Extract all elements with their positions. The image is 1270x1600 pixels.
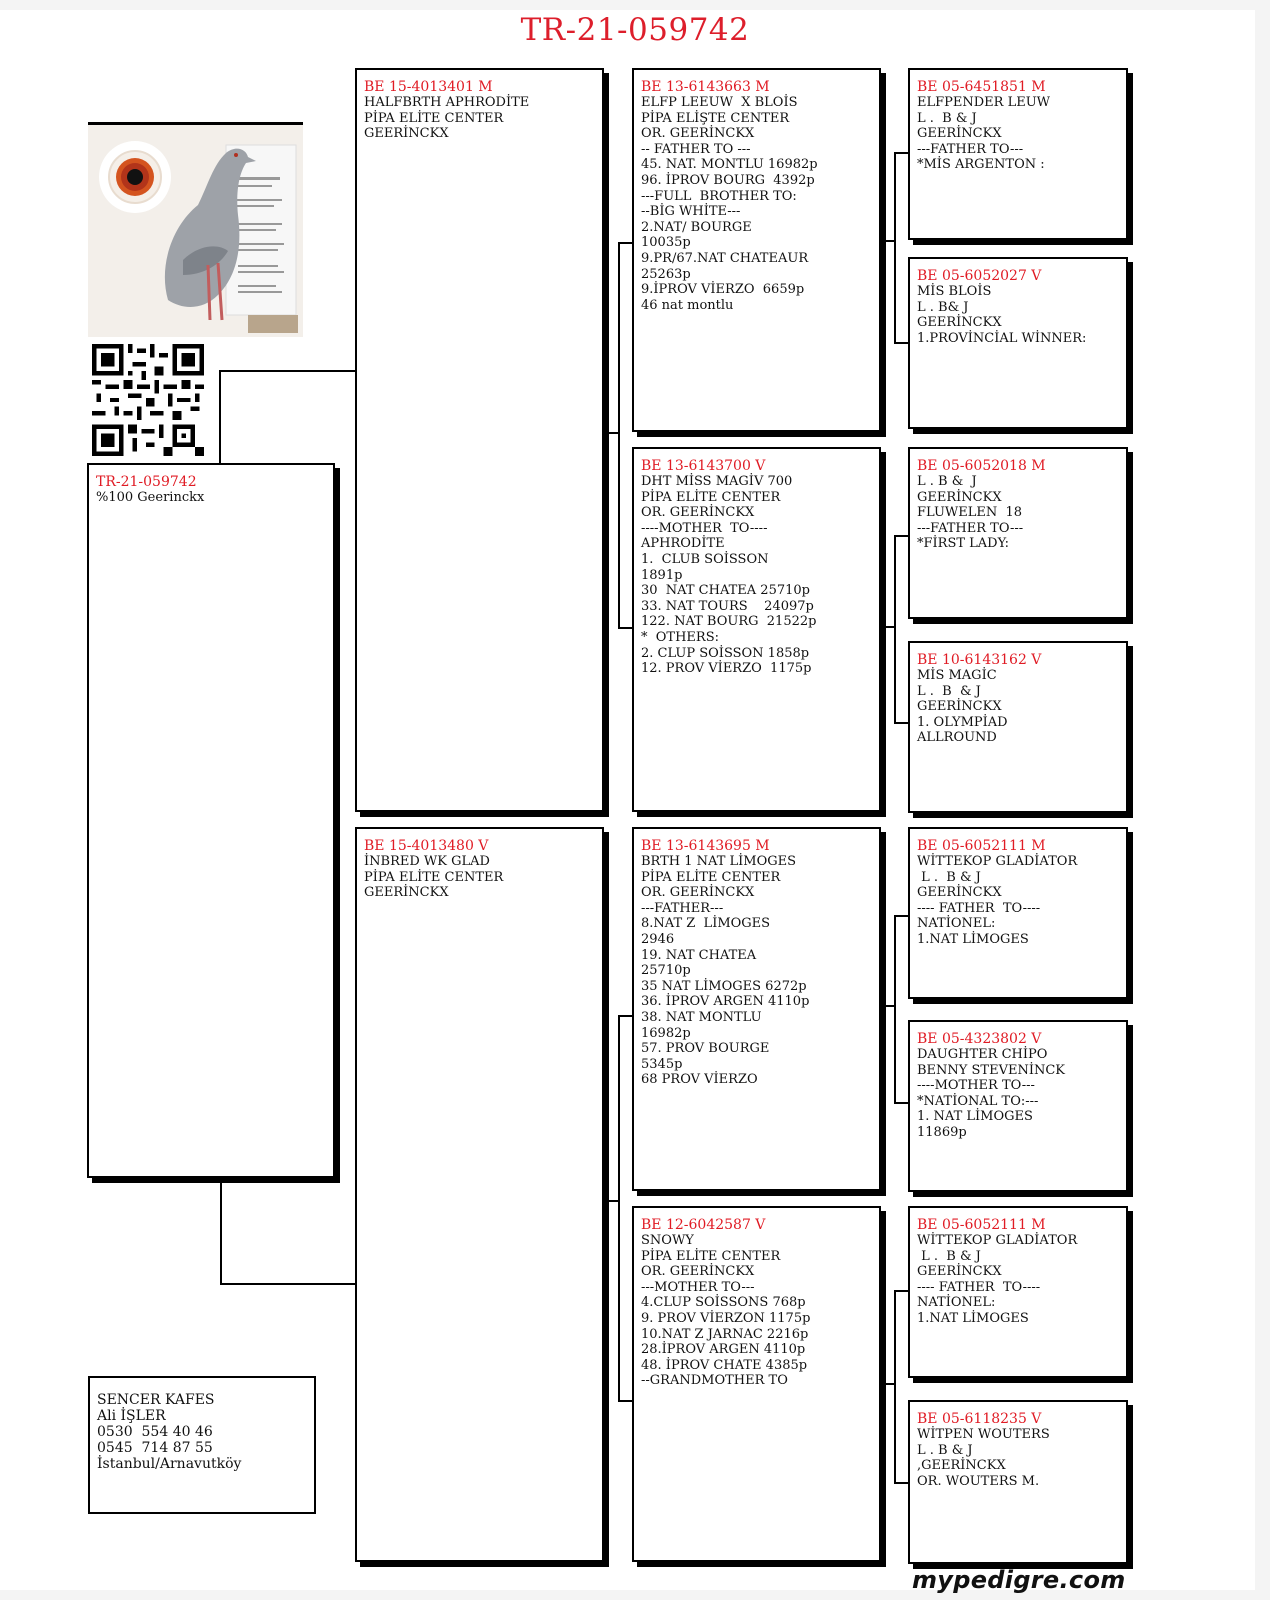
pedigree-line: 12. PROV VİERZO 1175p [641,661,812,677]
pedigree-line: NATİONEL: [917,916,996,932]
pedigree-line: ----MOTHER TO---- [641,520,768,536]
subject-card[interactable] [87,463,335,1178]
ring-number: BE 13-6143663 M [641,79,770,95]
pedigree-line: ---MOTHER TO--- [641,1279,755,1295]
pedigree-line: 25263p [641,266,691,282]
pedigree-line: GEERİNCKX [917,489,1002,505]
pedigree-line: SNOWY [641,1233,694,1248]
ring-number: BE 05-6052111 M [917,1217,1046,1233]
great-grandparent-card-8[interactable] [908,1400,1128,1564]
pedigree-line: L . B & J [917,474,977,489]
pedigree-line: L . B & J [917,869,981,885]
pedigree-line: GEERİNCKX [917,699,1002,715]
pedigree-line: 46 nat montlu [641,297,734,313]
great-grandparent-card-7[interactable] [908,1206,1128,1378]
connector-line [618,242,620,628]
pedigree-line: L . B & J [917,1248,981,1264]
pedigree-line: OR. GEERİNCKX [641,505,755,521]
owner-phone-2[interactable]: 0545 714 87 55 [97,1440,213,1456]
great-grandparent-card-2[interactable] [908,257,1128,429]
pedigree-line: 19. NAT CHATEA [641,947,757,963]
pedigree-line: 1891p [641,567,683,583]
pedigree-line: ELFPENDER LEUW [917,95,1051,110]
pedigree-line: 122. NAT BOURG 21522p [641,614,817,630]
ring-number: BE 05-6451851 M [917,79,1046,95]
connector-line [894,915,908,917]
ring-number: BE 12-6042587 V [641,1217,766,1233]
pedigree-line: 10.NAT Z JARNAC 2216p [641,1326,809,1342]
pedigree-line: GEERİNCKX [917,315,1002,331]
pigeon-photo [88,122,303,337]
pedigree-line: 33. NAT TOURS 24097p [641,598,814,614]
connector-line [618,1400,632,1402]
pedigree-line: OR. GEERİNCKX [641,885,755,901]
pedigree-line: OR. GEERİNCKX [641,126,755,142]
sire-card[interactable] [355,68,604,812]
subject-ring: TR-21-059742 [96,474,197,490]
pedigree-line: 5345p [641,1056,683,1072]
pedigree-line: ---- FATHER TO---- [917,1279,1041,1295]
dam-dam-card[interactable] [632,1206,881,1562]
subject-line: %100 Geerinckx [96,490,205,505]
great-grandparent-card-3[interactable] [908,447,1128,619]
connector-line [894,1102,908,1104]
ring-number: BE 05-6118235 V [917,1411,1042,1427]
connector-line [894,152,908,154]
pedigree-line: WİTTEKOP GLADİATOR [917,1233,1078,1248]
great-grandparent-card-4[interactable] [908,641,1128,813]
owner-name: Ali İŞLER [97,1408,166,1424]
ring-number: BE 05-6052111 M [917,838,1046,854]
great-grandparent-card-6[interactable] [908,1020,1128,1192]
qr-code[interactable] [92,344,204,456]
connector-line [618,1015,620,1402]
page-title: TR-21-059742 [520,12,750,48]
ring-number: BE 13-6143700 V [641,458,766,474]
pedigree-line: 30 NAT CHATEA 25710p [641,583,810,599]
connector-line [894,1482,908,1484]
connector-line [894,535,896,723]
pedigree-line: DHT MİSS MAGİV 700 [641,474,793,489]
connector-line [894,152,896,343]
ring-number: BE 05-6052027 V [917,268,1042,284]
sire-ring: BE 15-4013401 M [364,79,493,95]
pedigree-line: OR. WOUTERS M. [917,1473,1040,1489]
great-grandparent-card-1[interactable] [908,68,1128,240]
pedigree-line: PİPA ELİTE CENTER [641,869,781,885]
pedigree-line: * OTHERS: [641,629,719,645]
pedigree-line: 11869p [917,1124,967,1140]
pedigree-line: 28.İPROV ARGEN 4110p [641,1342,806,1358]
pedigree-line: L . B & J [917,1442,973,1458]
pedigree-line: --GRANDMOTHER TO [641,1373,788,1389]
pedigree-line: DAUGHTER CHİPO [917,1047,1048,1062]
pedigree-line: 2.NAT/ BOURGE [641,219,752,235]
brand-watermark[interactable]: mypedigre.com [912,1566,1126,1594]
sire-dam-card[interactable] [632,447,881,812]
pedigree-line: ---- FATHER TO---- [917,900,1041,916]
connector-line [894,722,908,724]
sire-sire-card[interactable] [632,68,881,432]
connector-line [219,370,221,463]
connector-line [894,915,896,1103]
pedigree-line: 8.NAT Z LİMOGES [641,916,771,932]
dam-line: PİPA ELİTE CENTER [364,869,504,885]
pedigree-line: 1. OLYMPİAD [917,714,1008,730]
pedigree-line: 4.CLUP SOİSSONS 768p [641,1295,806,1311]
pedigree-line: 96. İPROV BOURG 4392p [641,172,815,188]
pedigree-line: 2946 [641,931,675,947]
pedigree-line: 36. İPROV ARGEN 4110p [641,994,810,1010]
pedigree-line: *MİS ARGENTON : [917,157,1045,173]
connector-line [220,1283,355,1285]
pedigree-line: MİS BLOİS [917,284,992,299]
ring-number: BE 05-4323802 V [917,1031,1042,1047]
pedigree-line: 35 NAT LİMOGES 6272p [641,978,807,994]
pedigree-line: -- FATHER TO --- [641,141,751,157]
pedigree-line: L . B& J [917,299,969,315]
pedigree-line: ,GEERİNCKX [917,1458,1006,1474]
sire-line: HALFBRTH APHRODİTE [364,95,530,110]
connector-line [618,242,632,244]
connector-line [894,1290,896,1483]
pedigree-line: GEERİNCKX [917,885,1002,901]
pedigree-line: 1.NAT LİMOGES [917,931,1029,947]
pedigree-line: APHRODİTE [641,536,725,552]
sire-line: GEERİNCKX [364,126,449,142]
pedigree-line: ----MOTHER TO--- [917,1078,1035,1094]
owner-phone-1[interactable]: 0530 554 40 46 [97,1424,213,1440]
pedigree-line: *FİRST LADY: [917,536,1009,552]
pedigree-line: 48. İPROV CHATE 4385p [641,1357,808,1373]
dam-line: İNBRED WK GLAD [364,854,490,869]
pedigree-line: 1.PROVİNCİAL WİNNER: [917,330,1087,346]
pedigree-line: L . B & J [917,110,977,126]
qr-code-image [92,344,204,456]
pedigree-line: OR. GEERİNCKX [641,1264,755,1280]
pedigree-line: 45. NAT. MONTLU 16982p [641,157,818,173]
pedigree-line: PİPA ELİTE CENTER [641,1248,781,1264]
pedigree-line: 16982p [641,1025,691,1041]
pedigree-line: GEERİNCKX [917,126,1002,142]
pedigree-line: 25710p [641,963,691,979]
pedigree-line: 68 PROV VİERZO [641,1072,758,1088]
connector-line [894,535,908,537]
pedigree-line: 9.PR/67.NAT CHATEAUR [641,250,809,266]
owner-loft-name: SENCER KAFES [97,1392,215,1408]
pedigree-line: GEERİNCKX [917,1264,1002,1280]
pedigree-line: ---FATHER TO--- [917,520,1024,536]
dam-line: GEERİNCKX [364,885,449,901]
pedigree-line: ---FATHER--- [641,900,724,916]
pedigree-line: 38. NAT MONTLU [641,1009,762,1025]
pedigree-line: ---FULL BROTHER TO: [641,188,797,204]
connector-line [220,1181,222,1284]
pedigree-line: 1. CLUB SOİSSON [641,551,769,567]
pedigree-line: WİTPEN WOUTERS [917,1427,1050,1442]
ring-number: BE 05-6052018 M [917,458,1046,474]
pedigree-line: ALLROUND [917,730,997,746]
dam-sire-card[interactable] [632,827,881,1191]
connector-line [219,370,355,372]
pedigree-line: 2. CLUP SOİSSON 1858p [641,645,810,661]
dam-card[interactable] [355,827,604,1562]
pigeon-image [88,125,303,337]
pedigree-line: BENNY STEVENİNCK [917,1062,1065,1078]
pedigree-line: WİTTEKOP GLADİATOR [917,854,1078,869]
pedigree-line: BRTH 1 NAT LİMOGES [641,854,797,869]
pedigree-line: *NATİONAL TO:--- [917,1093,1039,1109]
pedigree-line: ELFP LEEUW X BLOİS [641,95,798,110]
connector-line [618,1015,632,1017]
pedigree-line: 1. NAT LİMOGES [917,1109,1033,1125]
sire-line: PİPA ELİTE CENTER [364,110,504,126]
pedigree-line: MİS MAGİC [917,668,997,683]
connector-line [894,1290,908,1292]
owner-location: İstanbul/Arnavutköy [97,1456,242,1472]
ring-number: BE 10-6143162 V [917,652,1042,668]
ring-number: BE 13-6143695 M [641,838,770,854]
pedigree-line: 10035p [641,235,691,251]
pedigree-line: 57. PROV BOURGE [641,1041,770,1057]
connector-line [618,627,632,629]
pedigree-line: 9.İPROV VİERZO 6659p [641,282,805,298]
pedigree-line: ---FATHER TO--- [917,141,1024,157]
pedigree-line: NATİONEL: [917,1295,996,1311]
great-grandparent-card-5[interactable] [908,827,1128,999]
dam-ring: BE 15-4013480 V [364,838,489,854]
pedigree-line: L . B & J [917,683,981,699]
owner-contact-card [88,1376,316,1514]
pedigree-line: PİPA ELİTE CENTER [641,489,781,505]
connector-line [894,342,908,344]
pedigree-line: --BİG WHİTE--- [641,204,741,220]
pedigree-line: 9. PROV VİERZON 1175p [641,1310,811,1326]
pedigree-line: 1.NAT LİMOGES [917,1310,1029,1326]
pedigree-line: PİPA ELİŞTE CENTER [641,110,790,126]
pedigree-line: FLUWELEN 18 [917,505,1023,521]
